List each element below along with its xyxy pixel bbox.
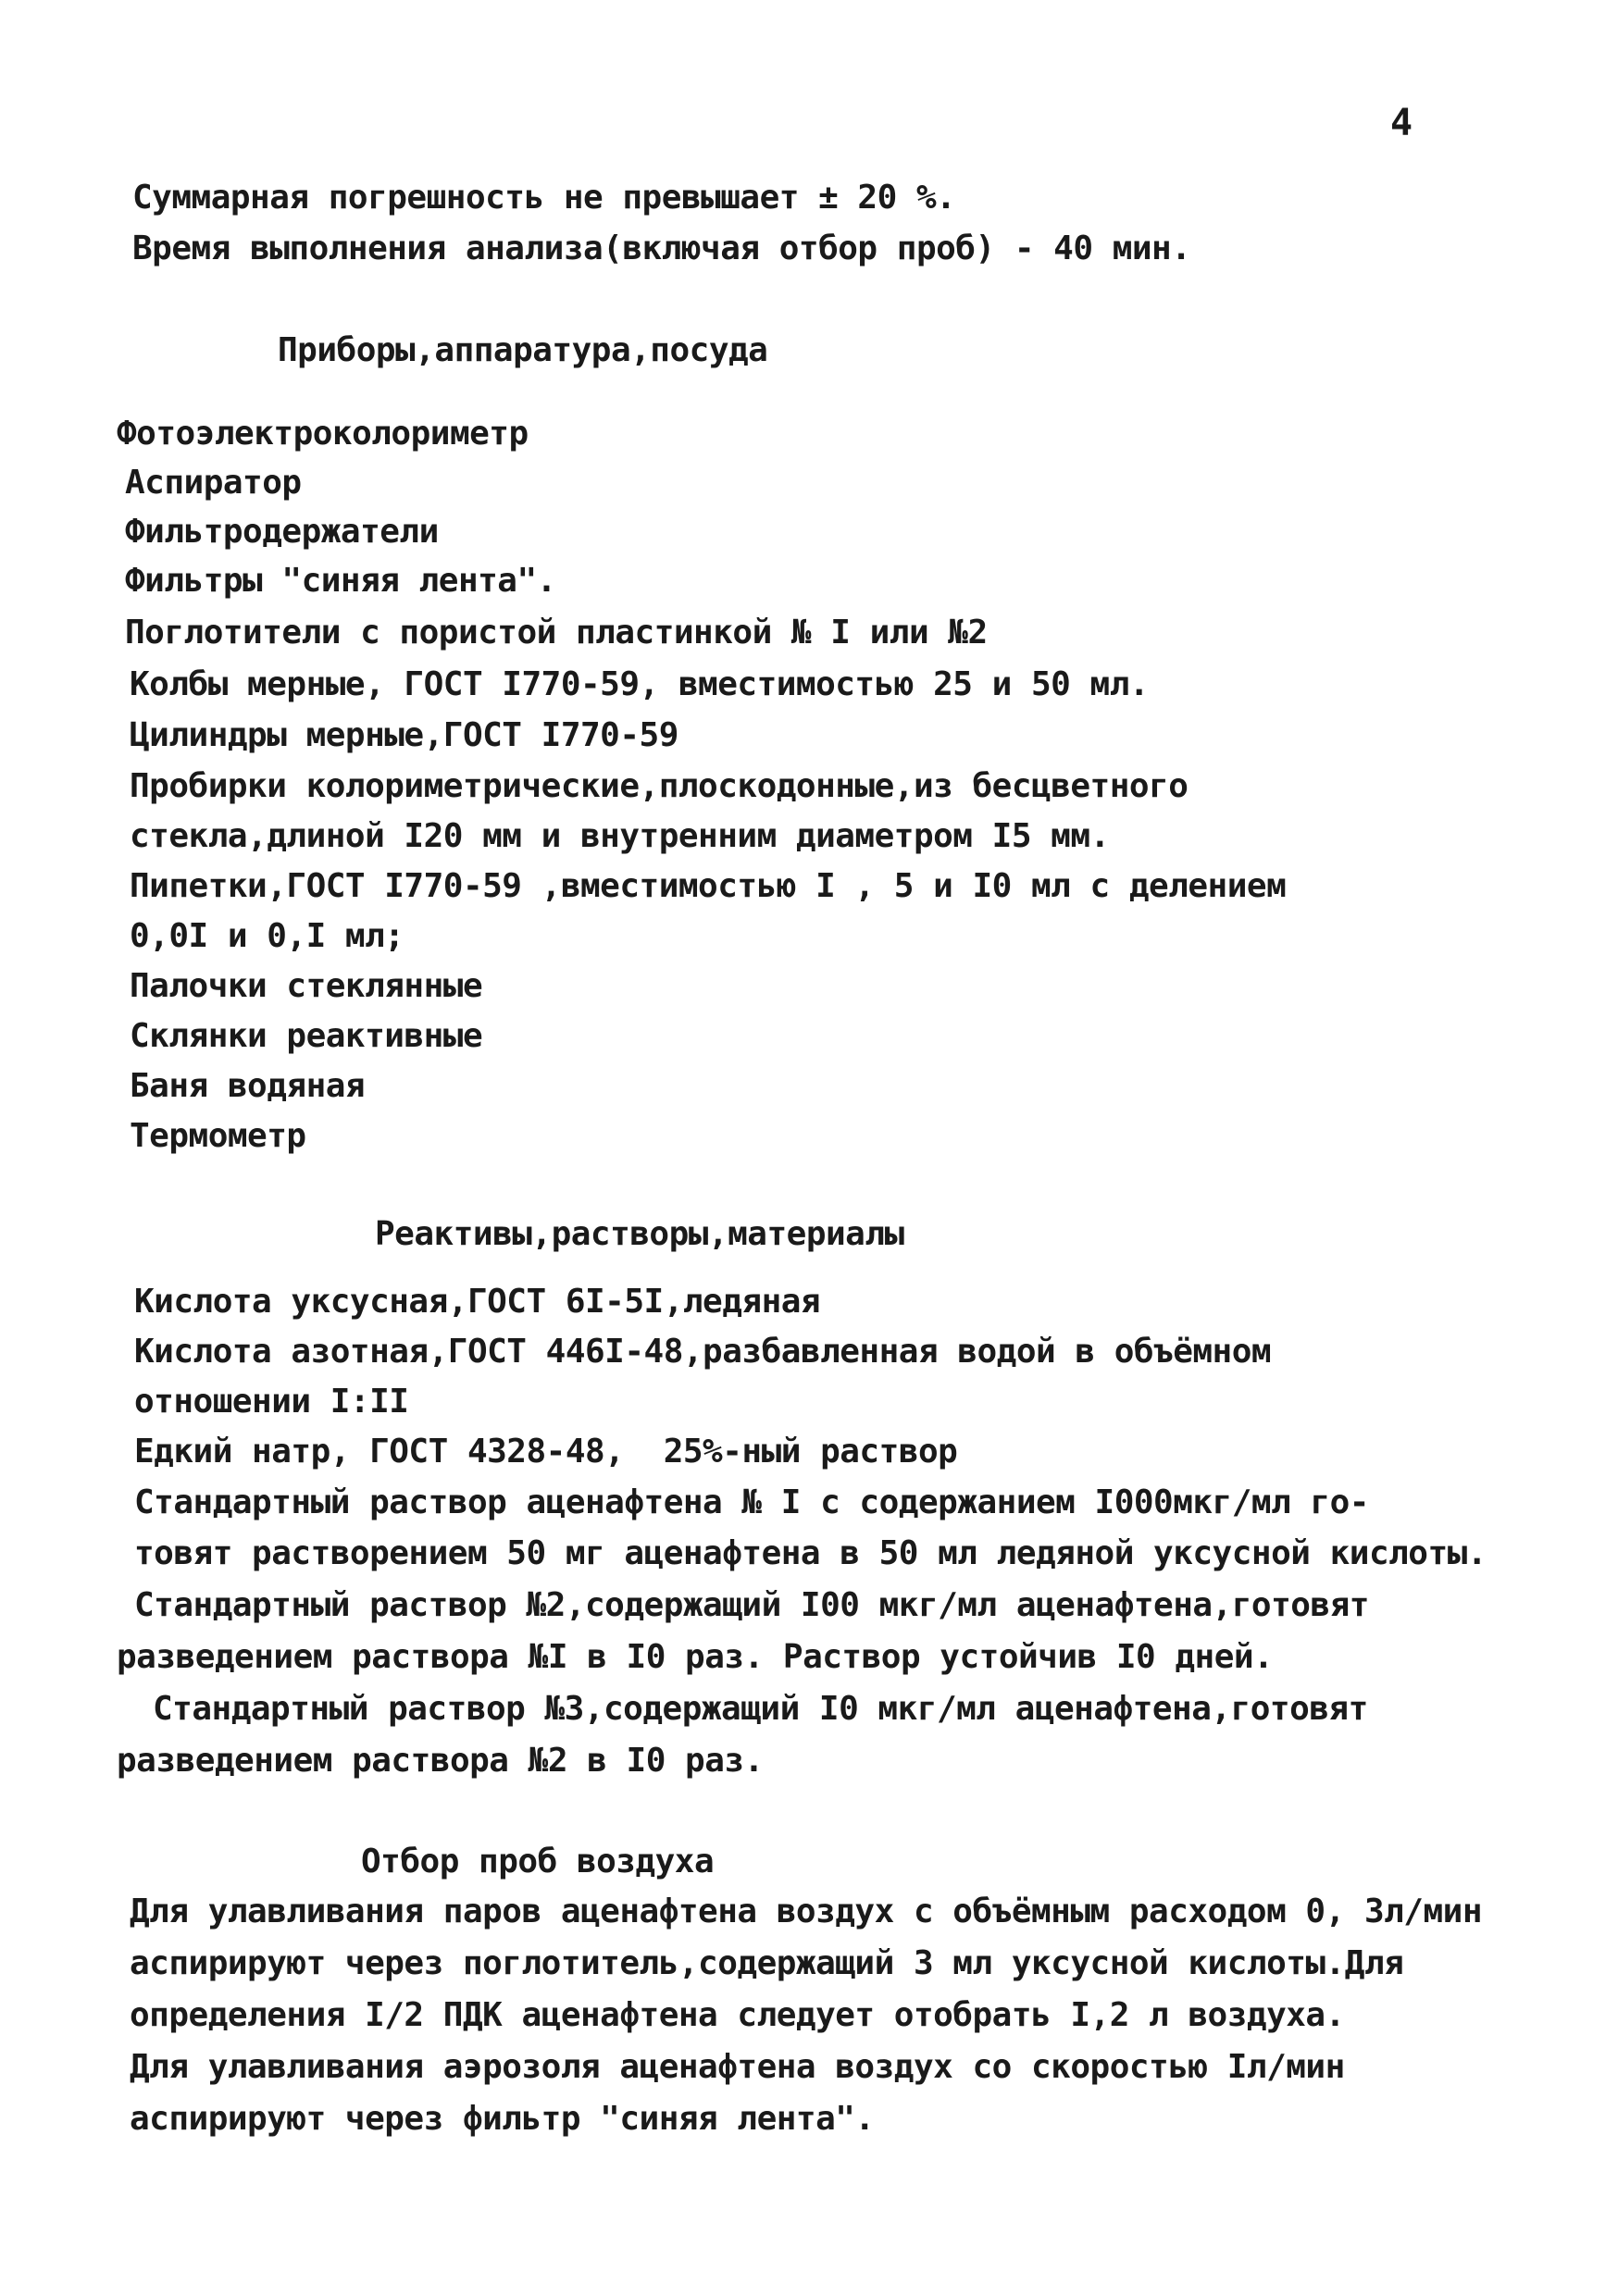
sampling-heading: Отбор проб воздуха	[361, 1843, 715, 1880]
page-number: 4	[1390, 102, 1413, 144]
reagents-line: разведением раствора №I в I0 раз. Раствор устойчив I0 дней.	[117, 1638, 1274, 1676]
reagents-line: Кислота азотная,ГОСТ 446I-48,разбавленная водой в объёмном	[134, 1333, 1272, 1371]
reagents-line: Едкий натр, ГОСТ 4328-48, 25%-ный раствор	[134, 1433, 958, 1471]
equipment-item: стекла,длиной I20 мм и внутренним диаметром I5 мм.	[130, 817, 1110, 855]
sampling-line: аспирируют через поглотитель,содержащий 3 мл уксусной кислоты.Для	[130, 1944, 1404, 1982]
equipment-item: Пробирки колориметрические,плоскодонные,из бесцветного	[130, 767, 1189, 805]
equipment-item: Пипетки,ГОСТ I770-59 ,вместимостью I , 5 и I0 мл с делением	[130, 867, 1287, 905]
equipment-item: Фильтродержатели	[125, 513, 439, 551]
equipment-heading: Приборы,аппаратура,посуда	[278, 331, 768, 369]
reagents-line: Стандартный раствор №3,содержащий I0 мкг/мл аценафтена,готовят	[153, 1690, 1368, 1728]
equipment-item: 0,0I и 0,I мл;	[130, 917, 404, 955]
equipment-item: Колбы мерные, ГОСТ I770-59, вместимостью 25 и 50 мл.	[130, 665, 1150, 703]
equipment-item: Термометр	[130, 1117, 306, 1155]
equipment-item: Палочки стеклянные	[130, 967, 483, 1005]
sampling-line: аспирируют через фильтр "синяя лента".	[130, 2100, 875, 2138]
sampling-line: Для улавливания паров аценафтена воздух с объёмным расходом 0, 3л/мин	[130, 1893, 1482, 1930]
sampling-line: Для улавливания аэрозоля аценафтена воздух со скоростью Iл/мин	[130, 2048, 1345, 2086]
reagents-heading: Реактивы,растворы,материалы	[375, 1215, 904, 1253]
reagents-line: разведением раствора №2 в I0 раз.	[117, 1742, 764, 1780]
equipment-item: Фильтры "синяя лента".	[125, 562, 556, 600]
reagents-line: Стандартный раствор аценафтена № I с содержанием I000мкг/мл го-	[134, 1483, 1369, 1521]
intro-line: Время выполнения анализа(включая отбор проб) - 40 мин.	[132, 230, 1191, 267]
reagents-line: товят растворением 50 мг аценафтена в 50 мл ледяной уксусной кислоты.	[134, 1534, 1487, 1572]
sampling-line: определения I/2 ПДК аценафтена следует отобрать I,2 л воздуха.	[130, 1996, 1345, 2034]
equipment-item: Фотоэлектроколориметр	[117, 415, 529, 453]
reagents-line: Стандартный раствор №2,содержащий I00 мкг/мл аценафтена,готовят	[134, 1586, 1369, 1624]
equipment-item: Баня водяная	[130, 1067, 366, 1105]
equipment-item: Аспиратор	[125, 464, 302, 502]
equipment-item: Склянки реактивные	[130, 1017, 483, 1055]
equipment-item: Поглотители с пористой пластинкой № I или №2	[125, 614, 988, 652]
intro-line: Суммарная погрешность не превышает ± 20 %.	[132, 179, 956, 217]
reagents-line: отношении I:II	[134, 1383, 409, 1421]
reagents-line: Кислота уксусная,ГОСТ 6I-5I,ледяная	[134, 1283, 821, 1321]
equipment-item: Цилиндры мерные,ГОСТ I770-59	[130, 716, 678, 754]
